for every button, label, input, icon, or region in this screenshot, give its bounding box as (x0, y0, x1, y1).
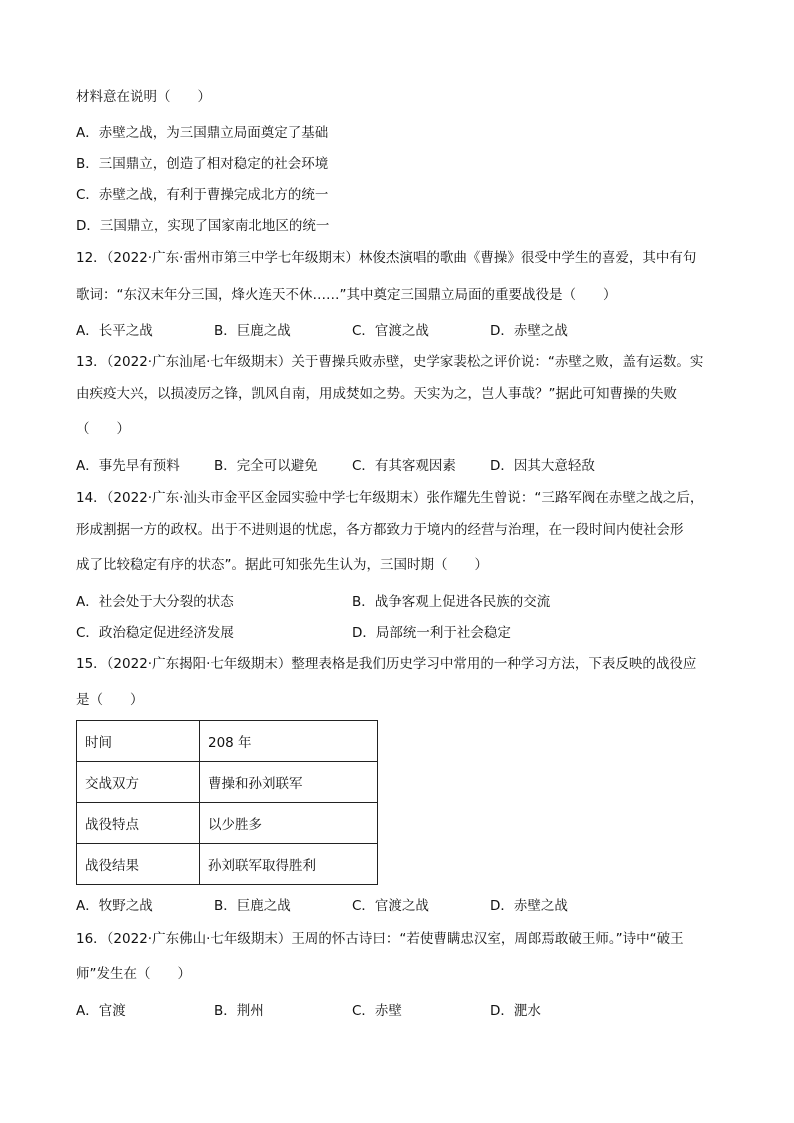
q12-option-c[interactable]: C．官渡之战 (352, 323, 429, 339)
question-15-line-2: 是（ ） (76, 692, 144, 708)
q16-option-d[interactable]: D．淝水 (490, 1003, 541, 1019)
option-a[interactable]: A．赤壁之战，为三国鼎立局面奠定了基础 (76, 125, 329, 141)
table-header-cell: 交战双方 (77, 762, 200, 803)
table-row (77, 803, 378, 844)
question-12-line-1: 12．（2022·广东·雷州市第三中学七年级期末）林俊杰演唱的歌曲《曹操》很受中学生的喜爱，其中有句 (76, 250, 697, 266)
table-value-cell: 208 年 (200, 721, 378, 762)
q15-option-c[interactable]: C．官渡之战 (352, 898, 429, 914)
question-16-line-1: 16．（2022·广东佛山·七年级期末）王周的怀古诗曰：“若使曹瞒忠汉室，周郎焉敢破王师。”诗中“破王 (76, 931, 684, 947)
option-d[interactable]: D．三国鼎立，实现了国家南北地区的统一 (76, 218, 330, 234)
table-row (77, 844, 378, 885)
table-header-cell: 战役特点 (77, 803, 200, 844)
question-14-line-3: 成了比较稳定有序的状态”。据此可知张先生认为，三国时期（ ） (76, 557, 488, 573)
q14-option-a[interactable]: A．社会处于大分裂的状态 (76, 594, 234, 610)
table-value-cell: 以少胜多 (200, 803, 378, 844)
table-value-cell: 孙刘联军取得胜利 (200, 844, 378, 885)
q14-option-b[interactable]: B．战争客观上促进各民族的交流 (352, 594, 551, 610)
q16-option-c[interactable]: C．赤壁 (352, 1003, 402, 1019)
question-15-line-1: 15．（2022·广东揭阳·七年级期末）整理表格是我们历史学习中常用的一种学习方法，下表反映的战役应 (76, 656, 697, 672)
battle-info-table (76, 720, 378, 885)
table-header-cell: 时间 (77, 721, 200, 762)
question-13-line-3: （ ） (76, 421, 130, 437)
q15-option-d[interactable]: D．赤壁之战 (490, 898, 568, 914)
question-12-line-2: 歌词：“东汉末年分三国，烽火连天不休……”其中奠定三国鼎立局面的重要战役是（ ） (76, 287, 617, 303)
table-row (77, 762, 378, 803)
q13-option-a[interactable]: A．事先早有预料 (76, 458, 180, 474)
q12-option-b[interactable]: B．巨鹿之战 (214, 323, 291, 339)
table-header-cell: 战役结果 (77, 844, 200, 885)
q13-option-d[interactable]: D．因其大意轻敌 (490, 458, 595, 474)
q15-option-b[interactable]: B．巨鹿之战 (214, 898, 291, 914)
q15-option-a[interactable]: A．牧野之战 (76, 898, 153, 914)
question-16-line-2: 师”发生在（ ） (76, 966, 191, 982)
q13-option-b[interactable]: B．完全可以避免 (214, 458, 318, 474)
q12-option-a[interactable]: A．长平之战 (76, 323, 153, 339)
option-c[interactable]: C．赤壁之战，有利于曹操完成北方的统一 (76, 187, 329, 203)
q13-option-c[interactable]: C．有其客观因素 (352, 458, 456, 474)
q16-option-a[interactable]: A．官渡 (76, 1003, 126, 1019)
question-14-line-2: 形成割据一方的政权。出于不进则退的忧虑，各方都致力于境内的经营与治理，在一段时间内使社会形 (76, 522, 684, 538)
table-value-cell: 曹操和孙刘联军 (200, 762, 378, 803)
q12-option-d[interactable]: D．赤壁之战 (490, 323, 568, 339)
question-14-line-1: 14．（2022·广东·汕头市金平区金园实验中学七年级期末）张作耀先生曾说：“三路军阀在赤壁之战之后， (76, 490, 704, 506)
q16-option-b[interactable]: B．荆州 (214, 1003, 264, 1019)
q14-option-d[interactable]: D．局部统一利于社会稳定 (352, 625, 511, 641)
question-11-stem: 材料意在说明（ ） (76, 89, 211, 105)
question-13-line-1: 13．（2022·广东汕尾·七年级期末）关于曹操兵败赤壁，史学家裴松之评价说：“赤壁之败，盖有运数。实 (76, 354, 704, 370)
table-row (77, 721, 378, 762)
q14-option-c[interactable]: C．政治稳定促进经济发展 (76, 625, 234, 641)
option-b[interactable]: B．三国鼎立，创造了相对稳定的社会环境 (76, 156, 329, 172)
question-13-line-2: 由疾疫大兴，以损凌厉之锋，凯风自南，用成焚如之势。天实为之，岂人事哉？”据此可知曹操的失败 (76, 386, 677, 402)
